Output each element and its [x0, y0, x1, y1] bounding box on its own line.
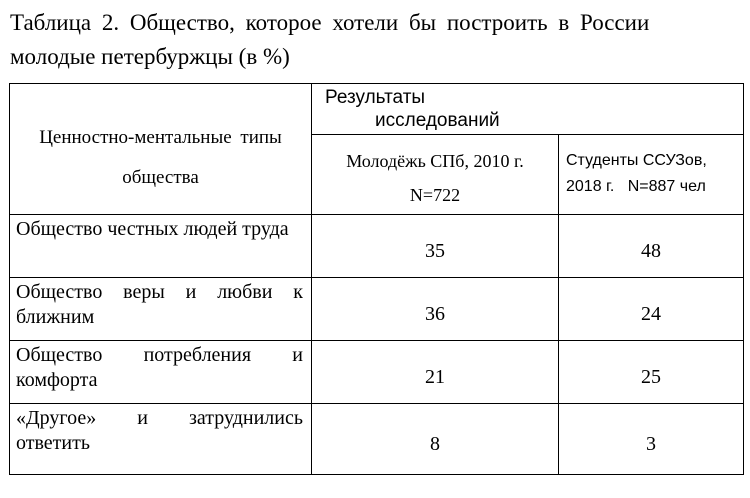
cell-value: 21 — [425, 365, 445, 388]
header-youth-spb-2010 — [312, 135, 559, 215]
header-results-line-2: исследований — [375, 110, 500, 131]
cell-value: 35 — [425, 239, 445, 262]
cell-value: 8 — [430, 432, 440, 455]
row-value-youth — [312, 215, 559, 278]
table-caption — [10, 6, 738, 74]
header-results-line-1: Результаты — [325, 87, 426, 108]
table-row — [10, 215, 744, 278]
header-students-line-1: Студенты ССУЗов, — [566, 152, 707, 170]
row-label: Общество потребления и комфорта — [10, 341, 312, 404]
caption-line-2: молодые петербуржцы (в %) — [10, 44, 290, 69]
header-society-type — [10, 84, 312, 215]
row-label: Общество честных людей труда — [10, 215, 312, 278]
header-youth-spb-line-1: Молодёжь СПб, 2010 г. — [346, 151, 524, 172]
row-value-youth — [312, 278, 559, 341]
row-value-students — [559, 341, 744, 404]
cell-value: 36 — [425, 302, 445, 325]
row-value-students — [559, 278, 744, 341]
header-society-type-line-1: Ценностно-ментальные типы — [39, 127, 282, 148]
table-row — [10, 341, 744, 404]
row-value-youth — [312, 341, 559, 404]
header-students-2018 — [559, 135, 744, 215]
row-label: «Другое» и затруднились ответить — [10, 404, 312, 475]
row-value-students — [559, 215, 744, 278]
table-row — [10, 278, 744, 341]
cell-value: 24 — [641, 302, 661, 325]
row-value-youth — [312, 404, 559, 475]
cell-value: 3 — [646, 432, 656, 455]
header-youth-spb-line-2: N=722 — [409, 185, 461, 206]
header-students-line-2: 2018 г. N=887 чел — [566, 178, 706, 196]
row-value-students — [559, 404, 744, 475]
header-society-type-line-2: общества — [122, 167, 199, 188]
header-row-1 — [10, 84, 744, 135]
caption-line-1: Таблица 2. Общество, которое хотели бы построить в России — [10, 10, 650, 35]
survey-table — [9, 83, 744, 475]
cell-value: 25 — [641, 365, 661, 388]
cell-value: 48 — [641, 239, 661, 262]
table-row — [10, 404, 744, 475]
row-label: Общество веры и любви к ближним — [10, 278, 312, 341]
header-results — [312, 84, 744, 135]
